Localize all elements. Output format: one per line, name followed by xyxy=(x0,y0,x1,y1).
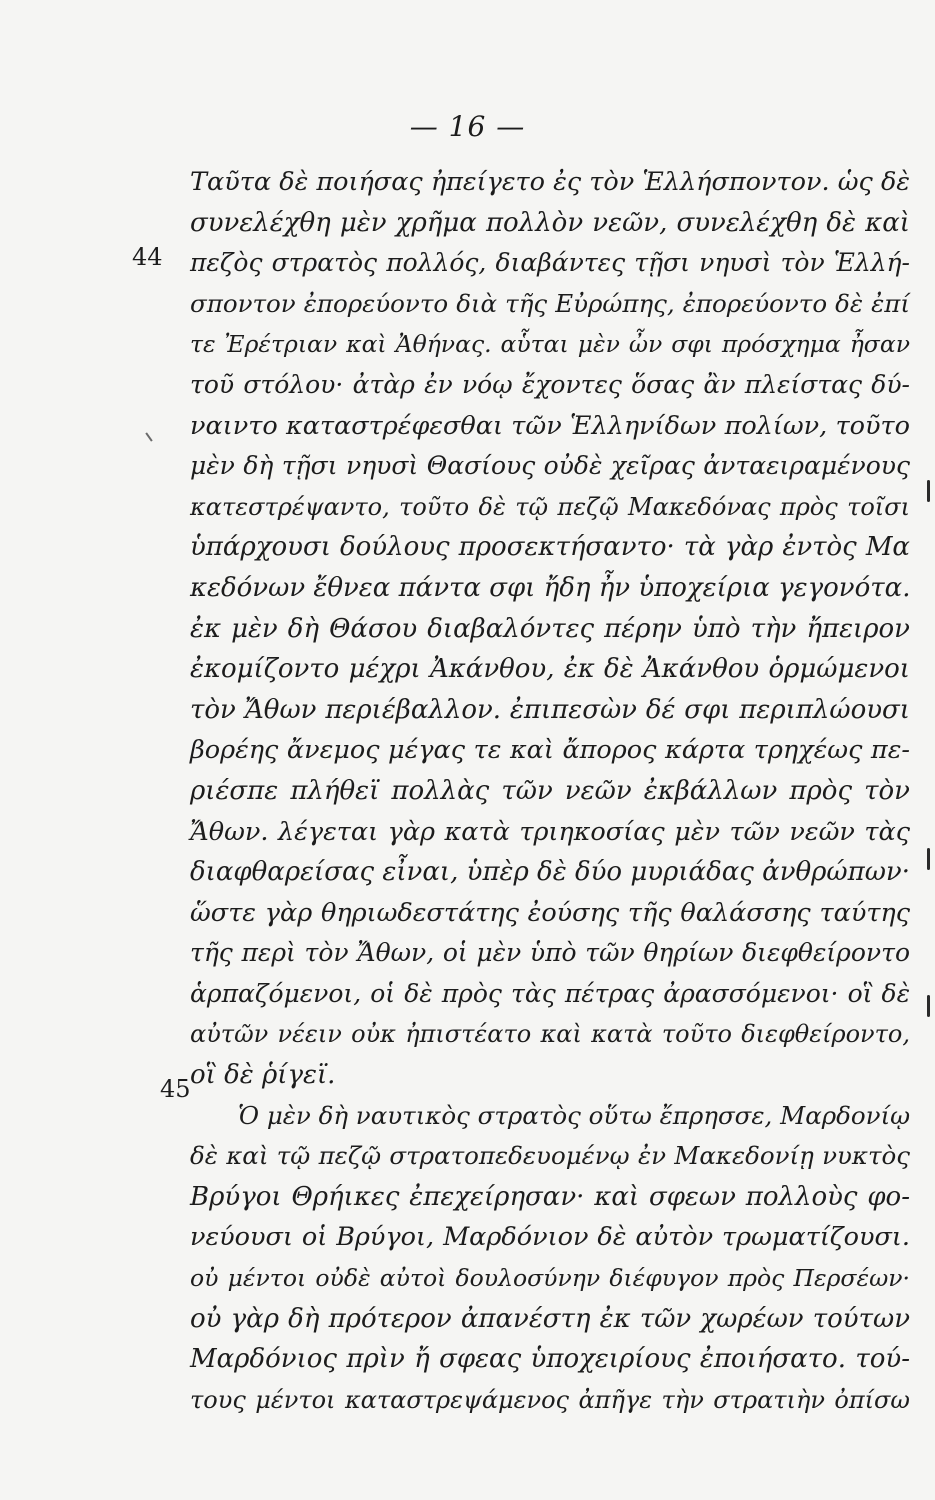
section-number-45: 45 xyxy=(160,1075,191,1103)
text-line: ἐκ μὲν δὴ Θάσου διαβαλόντες πέρην ὑπὸ τὴν ἤπειρον xyxy=(190,613,910,644)
text-line: οὐ μέντοι οὐδὲ αὐτοὶ δουλοσύνην διέφυγον πρὸς Περσέων· xyxy=(190,1264,910,1293)
text-line: τοῦ στόλου· ἀτὰρ ἐν νόῳ ἔχοντες ὅσας ἂν πλείστας δύ- xyxy=(190,369,910,399)
page-number: — 16 — xyxy=(409,110,526,143)
text-line: οἳ δὲ ῥίγεϊ. xyxy=(190,1060,336,1091)
text-line: συνελέχθη μὲν χρῆμα πολλὸν νεῶν, συνελέχθη δὲ καὶ xyxy=(190,207,910,238)
text-line: ναιντο καταστρέφεσθαι τῶν Ἑλληνίδων πολίων, τοῦτο xyxy=(190,410,910,441)
text-line: πεζὸς στρατὸς πολλός, διαβάντες τῇσι νηυσὶ τὸν Ἑλλή- xyxy=(190,248,910,278)
text-line: νεύουσι οἱ Βρύγοι, Μαρδόνιον δὲ αὐτὸν τρωματίζουσι. xyxy=(190,1222,910,1253)
text-line: σποντον ἐπορεύοντο διὰ τῆς Εὐρώπης, ἐπορεύοντο δὲ ἐπί xyxy=(190,288,910,318)
paragraph-start-line: Ὁ μὲν δὴ ναυτικὸς στρατὸς οὕτω ἔπρησσε, Μαρδονίῳ xyxy=(238,1100,911,1130)
text-line: τε Ἐρέτριαν καὶ Ἀθήνας. αὗται μὲν ὦν σφι πρόσχημα ἦσαν xyxy=(190,330,910,359)
text-line: ὑπάρχουσι δούλους προσεκτήσαντο· τὰ γὰρ ἐντὸς Μα xyxy=(190,532,910,563)
text-line: αὐτῶν νέειν οὐκ ἠπιστέατο καὶ κατὰ τοῦτο διεφθείροντο, xyxy=(190,1020,910,1049)
text-line: οὐ γὰρ δὴ πρότερον ἀπανέστη ἐκ τῶν χωρέων τούτων xyxy=(190,1303,910,1334)
text-line: τους μέντοι καταστρεψάμενος ἀπῆγε τὴν στρατιὴν ὀπίσω xyxy=(190,1385,910,1414)
margin-mark xyxy=(927,480,930,502)
text-line: δὲ καὶ τῷ πεζῷ στρατοπεδευομένῳ ἐν Μακεδονίῃ νυκτὸς xyxy=(190,1141,910,1171)
margin-mark xyxy=(927,848,930,870)
margin-tick xyxy=(145,432,152,441)
text-line: ἁρπαζόμενοι, οἱ δὲ πρὸς τὰς πέτρας ἀρασσόμενοι· οἳ δὲ xyxy=(190,978,910,1008)
text-line: Μαρδόνιος πρὶν ἤ σφεας ὑποχειρίους ἐποιήσατο. τού- xyxy=(190,1344,910,1375)
text-line: Ταῦτα δὲ ποιήσας ἠπείγετο ἐς τὸν Ἑλλήσποντον. ὡς δὲ xyxy=(190,167,910,197)
text-line: Ἄθων. λέγεται γὰρ κατὰ τριηκοσίας μὲν τῶν νεῶν τὰς xyxy=(190,816,910,847)
text-line: βορέης ἄνεμος μέγας τε καὶ ἄπορος κάρτα τρηχέως πε- xyxy=(190,735,910,766)
text-line: μὲν δὴ τῇσι νηυσὶ Θασίους οὐδὲ χεῖρας ἀνταειραμένους xyxy=(190,451,910,481)
text-line: ἐκομίζοντο μέχρι Ἀκάνθου, ἐκ δὲ Ἀκάνθου ὁρμώμενοι xyxy=(190,654,910,685)
text-line: διαφθαρείσας εἶναι, ὑπὲρ δὲ δύο μυριάδας ἀνθρώπων· xyxy=(190,857,910,888)
text-line: τὸν Ἄθων περιέβαλλον. ἐπιπεσὼν δέ σφι περιπλώουσι xyxy=(190,694,910,725)
margin-mark xyxy=(927,995,930,1017)
text-line: τῆς περὶ τὸν Ἄθων, οἱ μὲν ὑπὸ τῶν θηρίων διεφθείροντο xyxy=(190,938,910,968)
text-line: Βρύγοι Θρήικες ἐπεχείρησαν· καὶ σφεων πολλοὺς φο- xyxy=(190,1181,910,1212)
text-line: κεδόνων ἔθνεα πάντα σφι ἤδη ἦν ὑποχείρια γεγονότα. xyxy=(190,572,911,603)
body-text xyxy=(190,162,910,1420)
text-line: ριέσπε πλήθεϊ πολλὰς τῶν νεῶν ἐκβάλλων πρὸς τὸν xyxy=(190,775,910,806)
text-line: ὥστε γὰρ θηριωδεστάτης ἐούσης τῆς θαλάσσης ταύτης xyxy=(190,897,910,928)
section-number-44: 44 xyxy=(132,243,163,271)
text-line: κατεστρέψαντο, τοῦτο δὲ τῷ πεζῷ Μακεδόνας πρὸς τοῖσι xyxy=(190,492,910,521)
